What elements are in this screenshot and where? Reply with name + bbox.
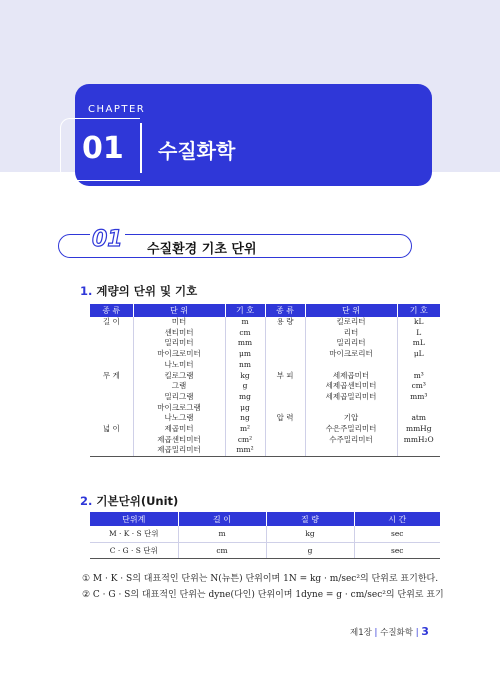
table-cell: 제곱센티미터 xyxy=(133,435,225,446)
table-cell xyxy=(265,403,305,414)
table-cell: 리터 xyxy=(305,328,397,339)
table-cell xyxy=(265,328,305,339)
table-cell: 센티미터 xyxy=(133,328,225,339)
subsection-heading-2 xyxy=(80,493,178,509)
table-cell: 길 이 xyxy=(102,317,120,326)
table-cell xyxy=(90,328,133,339)
table-row xyxy=(90,526,440,542)
table-cell xyxy=(90,403,133,414)
table-row xyxy=(90,445,440,456)
table-cell xyxy=(265,392,305,403)
measurement-units-table xyxy=(90,304,440,457)
table-cell: kg xyxy=(266,526,354,542)
table-row xyxy=(90,413,440,424)
footer-title: 수질화학 xyxy=(380,628,413,638)
table-cell xyxy=(305,403,397,414)
table-row xyxy=(90,338,440,349)
table-cell xyxy=(397,403,440,414)
table-cell: cm xyxy=(225,328,265,339)
table-row xyxy=(90,381,440,392)
table-cell xyxy=(265,349,305,360)
table-cell: 마이크로리터 xyxy=(305,349,397,360)
table-cell: 킬로리터 xyxy=(305,317,397,328)
table-cell: kL xyxy=(397,317,440,328)
footer-separator: | xyxy=(374,628,378,638)
table-row xyxy=(90,424,440,435)
table-cell: cm³ xyxy=(397,381,440,392)
column-header: 단위계 xyxy=(90,512,178,526)
table-cell: 용 량 xyxy=(265,317,305,328)
table-cell: mL xyxy=(397,338,440,349)
table-row xyxy=(90,317,440,328)
table-cell: mg xyxy=(225,392,265,403)
table-cell xyxy=(90,392,133,403)
table-cell: 킬로그램 xyxy=(133,371,225,382)
table-cell: 기압 xyxy=(305,413,397,424)
table-cell: 수주밀리미터 xyxy=(305,435,397,446)
table-cell: 제곱밀리미터 xyxy=(133,445,225,456)
table-cell: μL xyxy=(397,349,440,360)
table-row xyxy=(90,435,440,446)
table-cell: 수은주밀리미터 xyxy=(305,424,397,435)
subsection-number: 2. xyxy=(80,494,93,508)
column-header: 종 류 xyxy=(90,304,133,317)
table-cell: 세제곱센티미터 xyxy=(305,381,397,392)
column-header: 종 류 xyxy=(265,304,305,317)
table-cell: nm xyxy=(225,360,265,371)
footer-separator: | xyxy=(415,628,419,638)
table-cell: mm³ xyxy=(397,392,440,403)
table-cell: 미터 xyxy=(133,317,225,328)
table-row xyxy=(90,371,440,382)
note-mks: ① M · K · S의 대표적인 단위는 N(뉴튼) 단위이며 1N = kg · m/sec²의 단위로 표기한다. xyxy=(82,574,439,584)
column-header: 길 이 xyxy=(178,512,266,526)
chapter-title: 수질화학 xyxy=(158,139,236,163)
table-cell: 나노미터 xyxy=(133,360,225,371)
table-cell: 세제곱미터 xyxy=(305,371,397,382)
column-header: 시 간 xyxy=(354,512,440,526)
table-cell: cm² xyxy=(225,435,265,446)
table-cell: 밀리그램 xyxy=(133,392,225,403)
table-row xyxy=(90,542,440,558)
column-header: 단 위 xyxy=(133,304,225,317)
table-cell: g xyxy=(225,381,265,392)
subsection-number: 1. xyxy=(80,284,93,298)
table-cell: mmH₂O xyxy=(397,435,440,446)
table-cell xyxy=(265,360,305,371)
table-cell xyxy=(90,445,133,456)
table-cell xyxy=(305,360,397,371)
table-cell: 밀리미터 xyxy=(133,338,225,349)
subsection-heading-1 xyxy=(80,283,197,299)
table-cell: m² xyxy=(225,424,265,435)
column-header: 기 호 xyxy=(397,304,440,317)
table-cell: 무 게 xyxy=(102,370,120,380)
table-cell: sec xyxy=(354,526,440,542)
table-cell: cm xyxy=(178,542,266,558)
table-row xyxy=(90,349,440,360)
table-cell xyxy=(90,349,133,360)
table-cell: ng xyxy=(225,413,265,424)
column-header: 단 위 xyxy=(305,304,397,317)
table-cell: m xyxy=(225,317,265,328)
table-cell: 그램 xyxy=(133,381,225,392)
subsection-title: 계량의 단위 및 기호 xyxy=(96,284,198,298)
table-cell xyxy=(397,360,440,371)
table-row xyxy=(90,403,440,414)
table-cell: 세제곱밀리미터 xyxy=(305,392,397,403)
chapter-number: 01 xyxy=(82,131,124,166)
table-cell: μg xyxy=(225,403,265,414)
table-cell: 밀리리터 xyxy=(305,338,397,349)
table-cell: atm xyxy=(397,413,440,424)
column-header: 질 량 xyxy=(266,512,354,526)
table-cell: 마이크로그램 xyxy=(133,403,225,414)
table-cell: 마이크로미터 xyxy=(133,349,225,360)
table-cell: sec xyxy=(354,542,440,558)
table-cell: 제곱미터 xyxy=(133,424,225,435)
column-header: 기 호 xyxy=(225,304,265,317)
table-cell: L xyxy=(397,328,440,339)
table-cell xyxy=(265,424,305,435)
table-cell xyxy=(265,435,305,446)
table-cell: m xyxy=(178,526,266,542)
table-cell: m³ xyxy=(397,371,440,382)
table-row xyxy=(90,392,440,403)
table-cell: 압 력 xyxy=(265,413,305,424)
table-cell xyxy=(90,413,133,424)
page-number: 3 xyxy=(421,625,429,638)
table-cell: g xyxy=(266,542,354,558)
base-units-table xyxy=(90,512,440,559)
table-cell: 부 피 xyxy=(265,371,305,382)
section-number: 01 xyxy=(92,227,123,252)
table-cell: M · K · S 단위 xyxy=(90,526,178,542)
table-cell xyxy=(397,445,440,456)
table-cell: 나노그램 xyxy=(133,413,225,424)
table-cell: 넓 이 xyxy=(102,424,120,434)
table-cell: kg xyxy=(225,371,265,382)
table-row xyxy=(90,360,440,371)
table-cell xyxy=(265,381,305,392)
chapter-label: CHAPTER xyxy=(88,104,146,115)
table-cell xyxy=(90,435,133,446)
page-footer xyxy=(350,625,429,638)
table-cell xyxy=(265,445,305,456)
subsection-title: 기본단위(Unit) xyxy=(96,494,179,508)
table-cell: mm xyxy=(225,338,265,349)
table-cell xyxy=(90,381,133,392)
chapter-divider xyxy=(140,123,142,173)
table-cell: mmHg xyxy=(397,424,440,435)
note-cgs: ② C · G · S의 대표적인 단위는 dyne(다인) 단위이며 1dyne = g · cm/sec²의 단위로 표기 xyxy=(82,590,444,600)
table-cell xyxy=(90,360,133,371)
table-cell: μm xyxy=(225,349,265,360)
table-row xyxy=(90,328,440,339)
section-title: 수질환경 기초 단위 xyxy=(147,242,257,257)
footer-chapter: 제1장 xyxy=(350,628,372,638)
table-cell xyxy=(305,445,397,456)
table-cell: mm² xyxy=(225,445,265,456)
table-cell xyxy=(90,338,133,349)
table-cell: C · G · S 단위 xyxy=(90,542,178,558)
table-cell xyxy=(265,338,305,349)
